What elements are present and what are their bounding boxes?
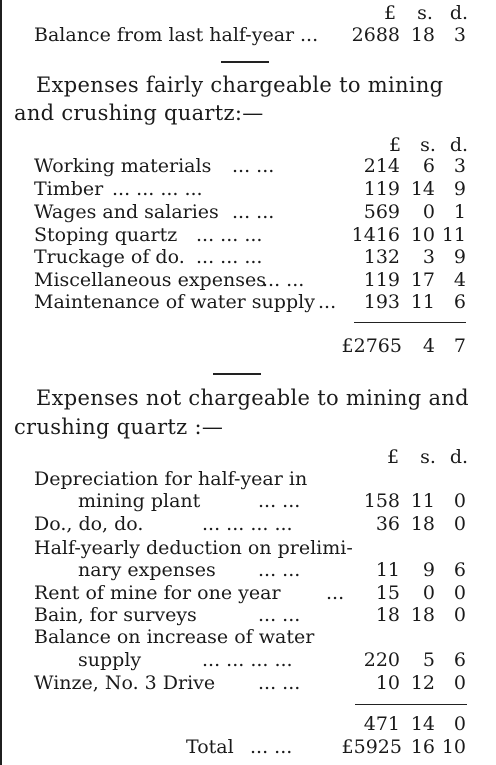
expense-pence: 1	[453, 201, 466, 223]
expense-pence: 0	[453, 604, 466, 626]
grand-total-shillings: 16	[410, 736, 435, 758]
expense-shillings: 11	[410, 291, 435, 313]
leader-dots: ...	[326, 582, 345, 604]
expense-label: Stoping quartz	[34, 224, 178, 246]
section2-heading-line2: crushing quartz :—	[14, 415, 224, 439]
expense-label-continuation: nary expenses	[78, 559, 216, 581]
expense-label: Maintenance of water supply	[34, 291, 315, 313]
expense-label: Miscellaneous expenses	[34, 269, 266, 291]
section1-heading-line2: and crushing quartz:—	[14, 101, 264, 125]
expense-shillings: 14	[410, 178, 435, 200]
leader-dots: ... ...	[232, 201, 275, 223]
expense-pounds: 119	[363, 178, 400, 200]
grand-total-label: Total	[186, 736, 234, 758]
leader-dots: ... ... ... ...	[202, 649, 293, 671]
page-left-border	[0, 0, 2, 765]
section1-shillings-header: s.	[420, 134, 436, 156]
expense-label: Do., do, do.	[34, 513, 144, 535]
expense-shillings: 0	[422, 582, 435, 604]
section1-sum-rule	[354, 322, 466, 323]
leader-dots: ... ...	[258, 604, 301, 626]
expense-pounds: 569	[363, 201, 400, 223]
balance-pence: 3	[453, 24, 466, 46]
leader-dots: ... ... ... ...	[202, 513, 293, 535]
expense-pounds: 18	[375, 604, 400, 626]
expense-label: Wages and salaries	[34, 201, 219, 223]
leader-dots: ... ...	[258, 672, 301, 694]
expense-pence: 0	[453, 672, 466, 694]
leader-dots: ... ... ...	[196, 224, 263, 246]
leader-dots: ... ...	[232, 155, 275, 177]
section2-shillings-header: s.	[420, 446, 436, 468]
section2-subtotal-pounds: 471	[363, 713, 400, 735]
section1-total-shillings: 4	[422, 335, 435, 357]
expense-pounds: 36	[375, 513, 400, 535]
expense-pounds: 158	[363, 490, 400, 512]
section1-pence-header: d.	[449, 134, 469, 156]
section1-heading-line1: Expenses fairly chargeable to mining	[36, 73, 444, 97]
expense-pence: 9	[453, 246, 466, 268]
expense-shillings: 3	[422, 246, 435, 268]
shillings-header: s.	[417, 2, 433, 24]
expense-shillings: 6	[422, 155, 435, 177]
pounds-header: £	[383, 2, 397, 24]
pence-header: d.	[449, 2, 469, 24]
expense-label: Half-yearly deduction on prelimi-	[34, 537, 353, 559]
expense-pence: 0	[453, 490, 466, 512]
expense-label: Balance on increase of water	[34, 626, 315, 648]
grand-total-dots: ... ...	[250, 736, 293, 758]
leader-dots: ...	[318, 291, 337, 313]
balance-shillings: 18	[410, 24, 435, 46]
expense-pence: 6	[453, 649, 466, 671]
expense-label: Working materials	[34, 155, 212, 177]
expense-pence: 11	[441, 224, 466, 246]
leader-dots: ... ... ... ...	[112, 178, 203, 200]
expense-pence: 6	[453, 559, 466, 581]
expense-pounds: 1416	[351, 224, 400, 246]
expense-shillings: 18	[410, 604, 435, 626]
expense-pence: 0	[453, 582, 466, 604]
expense-shillings: 12	[410, 672, 435, 694]
expense-pounds: 214	[363, 155, 400, 177]
expense-pounds: 193	[363, 291, 400, 313]
leader-dots: ... ...	[258, 490, 301, 512]
expense-label-continuation: supply	[78, 649, 142, 671]
expense-shillings: 18	[410, 513, 435, 535]
expense-shillings: 5	[422, 649, 435, 671]
expense-label: Depreciation for half-year in	[34, 468, 308, 490]
expense-pounds: 132	[363, 246, 400, 268]
grand-total-pence: 10	[441, 736, 466, 758]
section-divider	[213, 373, 261, 375]
expense-label: Truckage of do.	[34, 246, 185, 268]
balance-dots: ...	[300, 24, 319, 46]
expense-label: Bain, for surveys	[34, 604, 197, 626]
section1-pounds-header: £	[388, 134, 402, 156]
expense-pounds: 11	[375, 559, 400, 581]
section2-subtotal-pence: 0	[453, 713, 466, 735]
section2-pounds-header: £	[386, 446, 400, 468]
section-divider	[221, 61, 269, 63]
expense-label: Rent of mine for one year	[34, 582, 281, 604]
leader-dots: ... ... ...	[196, 246, 263, 268]
expense-pounds: 220	[363, 649, 400, 671]
expense-pounds: 10	[375, 672, 400, 694]
section2-pence-header: d.	[449, 446, 469, 468]
section2-heading-line1: Expenses not chargeable to mining and	[36, 386, 469, 410]
expense-pounds: 119	[363, 269, 400, 291]
expense-shillings: 17	[410, 269, 435, 291]
expense-shillings: 0	[422, 201, 435, 223]
section1-total-pounds: £2765	[341, 335, 402, 357]
expense-pence: 0	[453, 513, 466, 535]
grand-total-pounds: £5925	[341, 736, 402, 758]
balance-label: Balance from last half-year	[34, 24, 295, 46]
expense-pence: 6	[453, 291, 466, 313]
leader-dots: ... ...	[262, 269, 305, 291]
section2-sum-rule	[355, 704, 467, 705]
expense-pence: 4	[453, 269, 466, 291]
section2-subtotal-shillings: 14	[410, 713, 435, 735]
expense-label: Winze, No. 3 Drive	[34, 672, 216, 694]
expense-label-continuation: mining plant	[78, 490, 201, 512]
balance-pounds: 2688	[351, 24, 400, 46]
expense-shillings: 10	[410, 224, 435, 246]
expense-pence: 3	[453, 155, 466, 177]
expense-pence: 9	[453, 178, 466, 200]
expense-pounds: 15	[375, 582, 400, 604]
expense-label: Timber	[34, 178, 104, 200]
expense-shillings: 9	[422, 559, 435, 581]
leader-dots: ... ...	[258, 559, 301, 581]
section1-total-pence: 7	[453, 335, 466, 357]
expense-shillings: 11	[410, 490, 435, 512]
